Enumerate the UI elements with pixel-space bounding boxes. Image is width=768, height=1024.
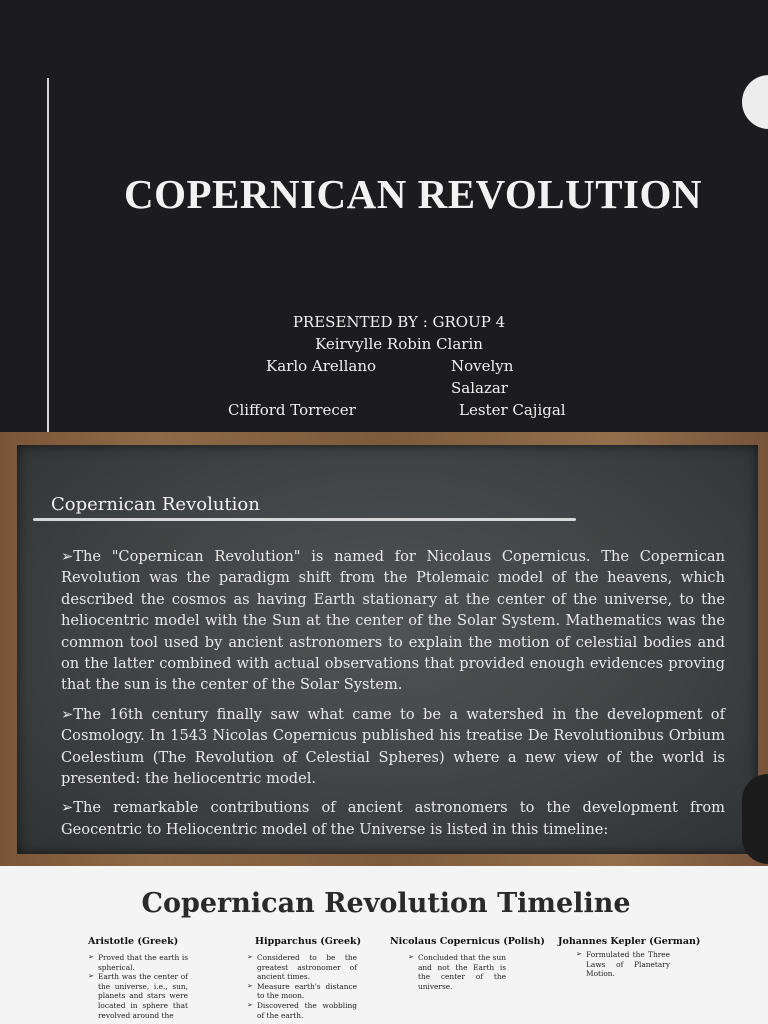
timeline-column-hipparchus <box>247 936 362 1020</box>
chalk-underline <box>33 518 576 521</box>
bullet-list <box>88 953 188 1020</box>
list-item: ➢ Discovered the wobbling of the earth. <box>247 1001 357 1020</box>
member-name: Novelyn Salazar <box>451 357 514 397</box>
slide-title: COPERNICAN REVOLUTION <box>123 171 703 217</box>
member-row <box>0 355 768 399</box>
list-item: ➢ Formulated the Three Laws of Planetary Motion. <box>576 950 670 979</box>
accent-circle <box>742 75 768 129</box>
paragraph: ➢The remarkable contributions of ancient astronomers to the development from Geocentric to Heliocentric model of the Universe is listed in this timeline: <box>61 799 725 838</box>
timeline-column-copernicus <box>390 936 545 991</box>
title-slide <box>0 0 768 432</box>
list-item: ➢ Considered to be the greatest astronomer of ancient times. <box>247 953 357 982</box>
timeline-slide <box>0 866 768 1024</box>
member-name: Clifford Torrecer <box>228 401 356 419</box>
paragraph: ➢The 16th century finally saw what came to be a watershed in the development of Cosmology. In 1543 Nicolas Copernicus published his treatise De Revolutionibus Orbium Coelestium (The Revolution of Celestial Spheres) where a new view of the world is presented: the heliocentric model. <box>61 705 725 788</box>
bullet-list <box>408 953 506 991</box>
bullet-list <box>576 950 670 979</box>
timeline-title: Copernican Revolution Timeline <box>141 888 631 919</box>
slide-heading: Copernican Revolution <box>51 494 260 515</box>
list-item: ➢ Measure earth's distance to the moon. <box>247 982 357 1001</box>
list-item: ➢ Earth was the center of the universe, i.e., sun, planets and stars were located in sphere that revolved around the <box>88 972 188 1020</box>
slide-body <box>61 546 725 848</box>
column-name: Aristotle (Greek) <box>88 936 179 947</box>
credits-block <box>0 311 768 421</box>
member-name: Keirvylle Robin Clarin <box>315 335 483 353</box>
chalkboard-slide <box>0 432 768 866</box>
paragraph: ➢The "Copernican Revolution" is named for Nicolaus Copernicus. The Copernican Revolution was the paradigm shift from the Ptolemaic model of the heavens, which described the cosmos as having Earth stationary at the center of the universe, to the heliocentric model with the Sun at the center of the Solar System. Mathematics was the common tool used by ancient astronomers to explain the motion of celestial bodies and on the latter combined with actual observations that provided enough evidences proving that the sun is the center of the Solar System. <box>61 548 725 694</box>
presented-by: PRESENTED BY : GROUP 4 <box>292 313 506 331</box>
column-name: Johannes Kepler (German) <box>558 936 701 947</box>
member-row <box>0 399 768 421</box>
column-name: Nicolaus Copernicus (Polish) <box>390 936 545 947</box>
list-item: ➢ Concluded that the sun and not the Earth is the center of the universe. <box>408 953 506 991</box>
accent-half-circle <box>742 774 768 864</box>
column-name: Hipparchus (Greek) <box>255 936 362 947</box>
chalkboard <box>17 445 758 854</box>
list-item: ➢ Proved that the earth is spherical. <box>88 953 188 972</box>
bullet-list <box>247 953 357 1020</box>
timeline-column-aristotle <box>88 936 188 1020</box>
timeline-column-kepler <box>558 936 708 979</box>
member-name: Lester Cajigal <box>459 401 566 419</box>
member-name: Karlo Arellano <box>266 357 377 375</box>
